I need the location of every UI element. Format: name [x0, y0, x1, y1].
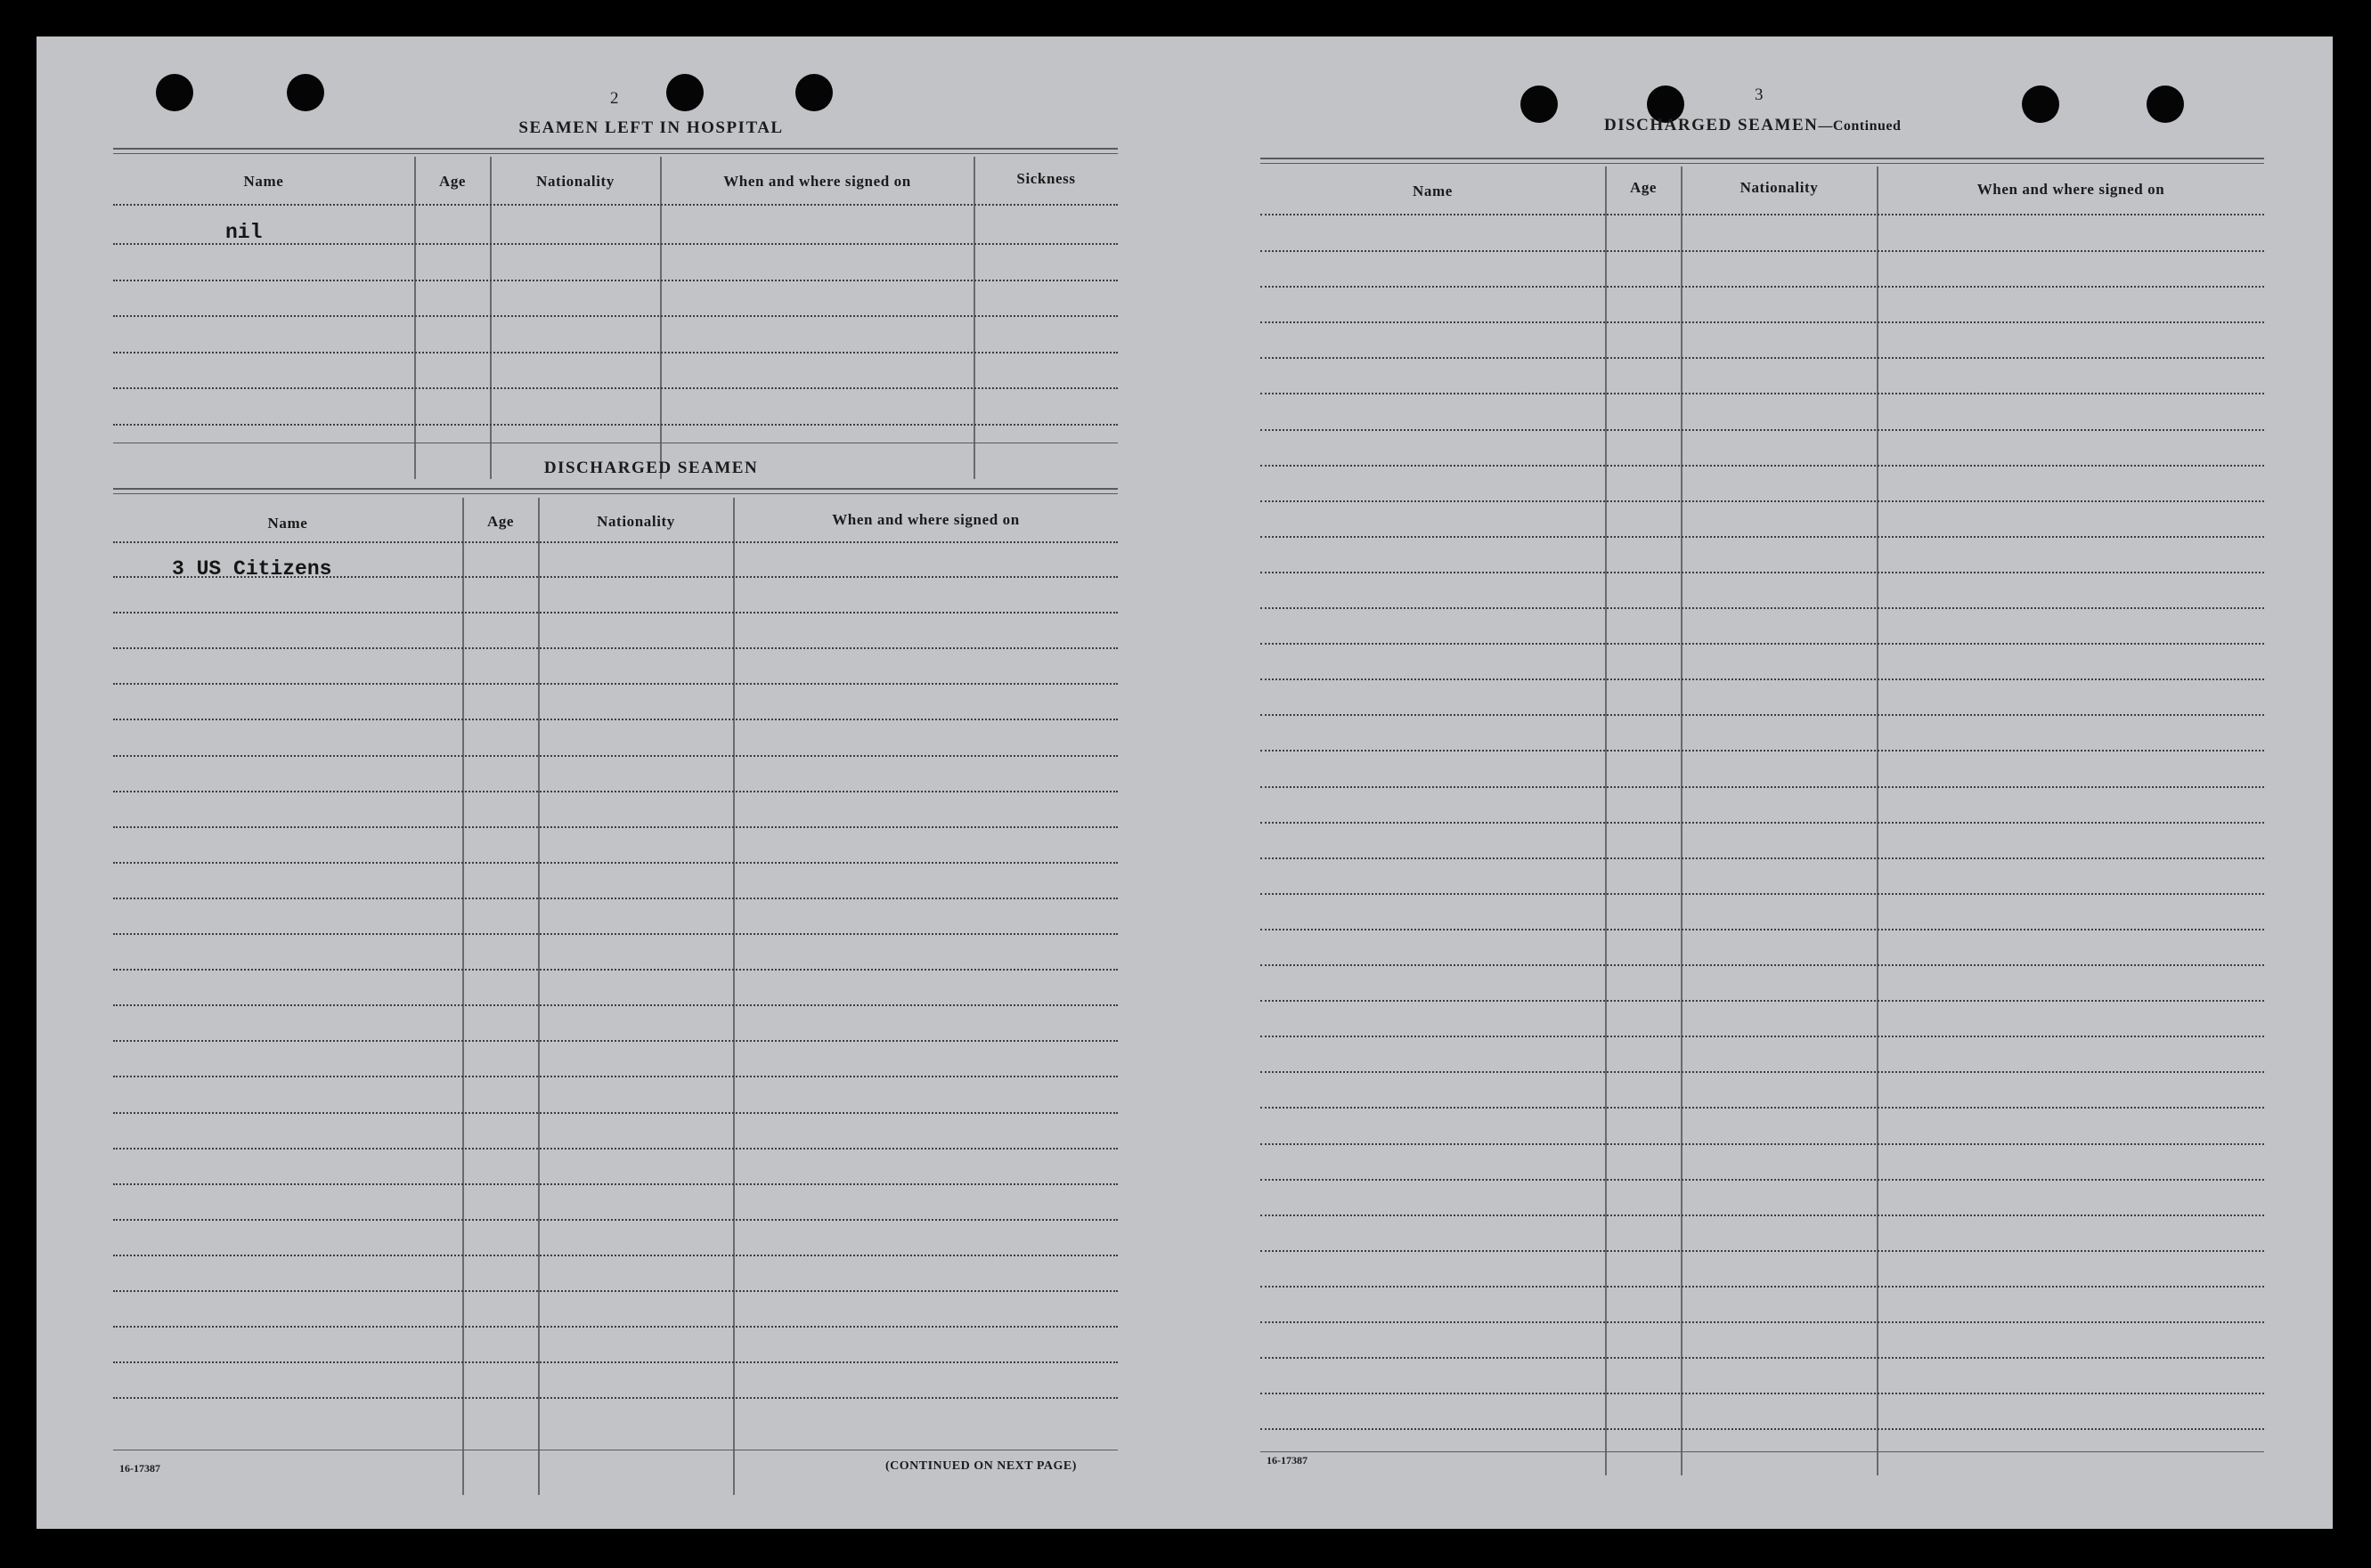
table-row-line	[1260, 1107, 2264, 1109]
table-row-line	[113, 791, 1118, 792]
table-row-line	[1260, 1215, 2264, 1216]
table-row-line	[113, 1255, 1118, 1256]
table-row-line	[1260, 1036, 2264, 1037]
table-row-line	[1260, 893, 2264, 895]
column-header-signed-on: When and where signed on	[723, 173, 911, 190]
table-row-line	[1260, 1428, 2264, 1430]
table-row-line	[1260, 678, 2264, 680]
table-row-line	[113, 719, 1118, 720]
right-section-title-suffix: —Continued	[1818, 118, 1902, 134]
column-header-age: Age	[1629, 179, 1658, 196]
table-row-line	[113, 387, 1118, 389]
table-row-line	[1260, 964, 2264, 966]
table-row-line	[1260, 786, 2264, 788]
table-row-line	[113, 1290, 1118, 1292]
table-row-line	[1260, 321, 2264, 323]
table-row-line	[1260, 500, 2264, 502]
table-row-line	[113, 862, 1118, 864]
table-row-line	[113, 243, 1118, 245]
table-row-line	[1260, 1357, 2264, 1359]
table-row-line	[113, 898, 1118, 899]
discharged-entry: 3 US Citizens	[172, 557, 332, 581]
table-row-line	[113, 280, 1118, 281]
table-row-line	[1260, 822, 2264, 824]
table-row-line	[113, 1397, 1118, 1399]
column-header-nationality: Nationality	[1740, 179, 1819, 196]
table-row-line	[113, 1076, 1118, 1077]
table-row-line	[113, 612, 1118, 613]
table-row-line	[1260, 607, 2264, 609]
table-row-line	[113, 315, 1118, 317]
hospital-entry: nil	[225, 221, 263, 244]
column-header-age: Age	[438, 173, 467, 190]
table-row-line	[1260, 1143, 2264, 1145]
right-section-title	[1604, 116, 1901, 135]
right-section-title-text: DISCHARGED SEAMEN	[1604, 116, 1819, 134]
column-header-name: Name	[243, 173, 284, 190]
double-rule	[113, 493, 1118, 494]
table-row-line	[1260, 929, 2264, 930]
table-row-line	[113, 1148, 1118, 1150]
table-row-line	[1260, 643, 2264, 645]
column-header-age: Age	[486, 513, 515, 530]
table-row-line	[1260, 393, 2264, 394]
punch-hole	[287, 74, 324, 111]
column-header-nationality: Nationality	[536, 173, 615, 190]
table-row-line	[1260, 1179, 2264, 1181]
punch-hole	[1520, 85, 1558, 123]
punch-hole	[795, 74, 833, 111]
header-underline	[113, 541, 1118, 543]
punch-hole	[666, 74, 704, 111]
table-row-line	[113, 1004, 1118, 1006]
table-row-line	[113, 1112, 1118, 1114]
page-number: 3	[1755, 85, 1764, 104]
table-row-line	[1260, 465, 2264, 467]
punch-hole	[156, 74, 193, 111]
table-row-line	[1260, 1071, 2264, 1073]
column-header-sickness: Sickness	[1016, 170, 1076, 187]
record-sheet	[37, 37, 2333, 1529]
column-header-signed-on: When and where signed on	[832, 511, 1020, 528]
table-row-line	[1260, 572, 2264, 573]
double-rule	[113, 148, 1118, 150]
table-row-line	[113, 1326, 1118, 1328]
table-row-line	[113, 424, 1118, 426]
column-header-signed-on: When and where signed on	[1976, 181, 2165, 198]
table-row-line	[1260, 429, 2264, 431]
punch-hole	[2022, 85, 2059, 123]
hospital-section-title: SEAMEN LEFT IN HOSPITAL	[518, 118, 784, 137]
table-row-line	[113, 755, 1118, 757]
table-row-line	[1260, 1286, 2264, 1288]
form-number: 16-17387	[119, 1462, 160, 1475]
table-row-line	[1260, 1250, 2264, 1252]
header-underline	[113, 204, 1118, 206]
column-header-name: Name	[1413, 183, 1453, 199]
table-row-line	[1260, 357, 2264, 359]
table-row-line	[113, 647, 1118, 649]
table-row-line	[113, 1361, 1118, 1363]
table-row-line	[1260, 1393, 2264, 1394]
double-rule	[113, 488, 1118, 490]
table-row-line	[1260, 286, 2264, 288]
table-row-line	[113, 1219, 1118, 1221]
column-header-nationality: Nationality	[597, 513, 675, 530]
form-number: 16-17387	[1267, 1454, 1308, 1466]
continued-note: (CONTINUED ON NEXT PAGE)	[885, 1459, 1077, 1473]
table-row-line	[1260, 250, 2264, 252]
page-number: 2	[610, 89, 619, 108]
table-row-line	[113, 1040, 1118, 1042]
table-row-line	[113, 352, 1118, 353]
table-row-line	[1260, 714, 2264, 716]
double-rule	[113, 153, 1118, 154]
table-row-line	[1260, 536, 2264, 538]
table-bottom-rule	[1260, 1451, 2264, 1452]
table-row-line	[113, 683, 1118, 685]
table-row-line	[1260, 857, 2264, 859]
column-header-name: Name	[267, 515, 308, 532]
table-row-line	[113, 969, 1118, 971]
punch-hole	[2147, 85, 2184, 123]
header-underline	[1260, 214, 2264, 215]
double-rule	[1260, 163, 2264, 164]
double-rule	[1260, 158, 2264, 159]
table-row-line	[113, 826, 1118, 828]
table-row-line	[1260, 1000, 2264, 1002]
table-row-line	[1260, 1321, 2264, 1323]
table-row-line	[113, 933, 1118, 935]
table-row-line	[113, 1183, 1118, 1185]
table-row-line	[1260, 750, 2264, 752]
discharged-section-title: DISCHARGED SEAMEN	[543, 459, 759, 477]
